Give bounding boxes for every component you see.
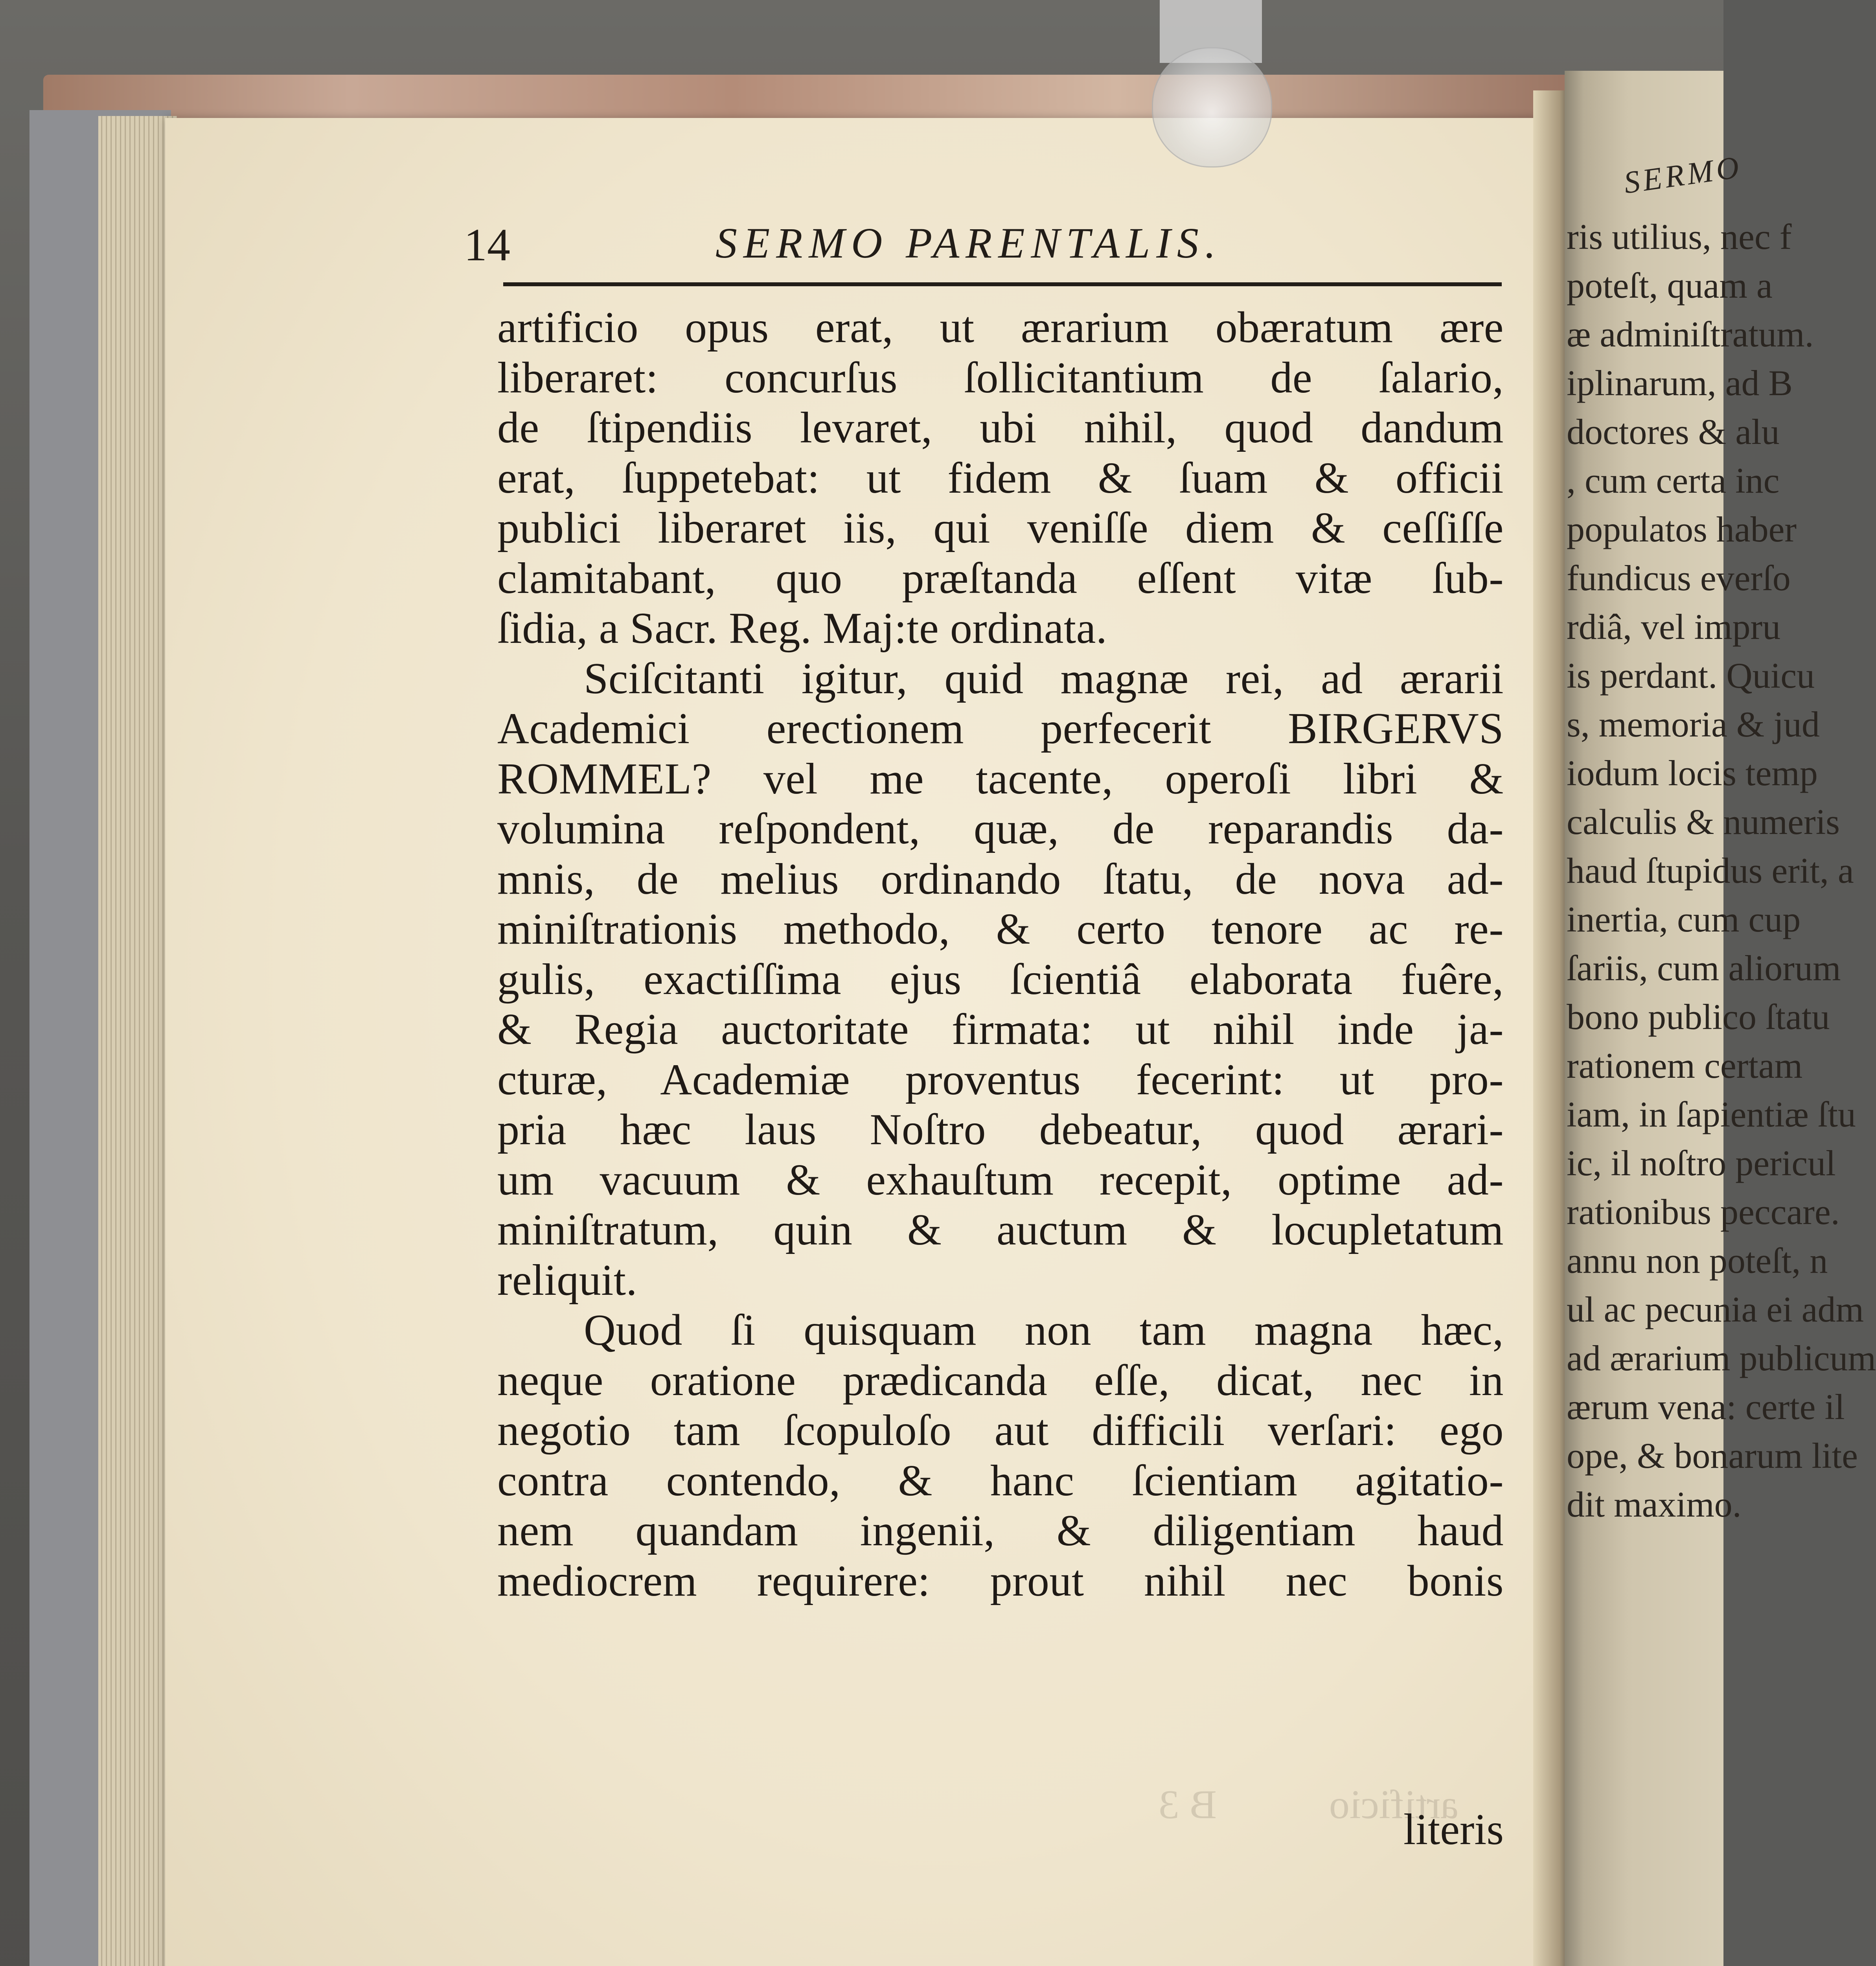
right-text-line: ærum vena: certe il — [1567, 1387, 1845, 1427]
right-running-title: SERMO — [1622, 149, 1744, 201]
show-through-text: artificio B 3 — [1159, 1782, 1458, 1827]
text-line: clamitabant, quo præſtanda eſſent vitæ ſub- — [497, 554, 1504, 603]
text-line: Quod ſi quisquam non tam magna hæc, — [584, 1306, 1504, 1355]
right-text-line: rationibus peccare. — [1567, 1192, 1840, 1232]
text-line: publici liberaret iis, qui veniſſe diem & ceſſiſſe — [497, 504, 1504, 552]
text-line: Sciſcitanti igitur, quid magnæ rei, ad ærarii — [584, 654, 1504, 703]
right-text-line: doctores & alu — [1567, 412, 1780, 452]
right-text-line: calculis & numeris — [1567, 802, 1840, 842]
right-text-line: iplinarum, ad B — [1567, 363, 1793, 403]
text-line: & Regia auctoritate firmata: ut nihil inde ja- — [497, 1005, 1504, 1054]
text-line: ROMMEL? vel me tacente, operoſi libri & — [497, 754, 1504, 803]
text-line: erat, ſuppetebat: ut fidem & ſuam & officii — [497, 453, 1504, 503]
right-text-line: fundicus everſo — [1567, 558, 1791, 598]
running-head — [464, 218, 1502, 269]
right-text-line: ad ærarium publicum — [1567, 1338, 1876, 1378]
text-line: cturæ, Academiæ proventus fecerint: ut pro- — [497, 1055, 1504, 1104]
text-line: mnis, de melius ordinando ſtatu, de nova ad- — [497, 854, 1504, 904]
right-text-line: ris utilius, nec f — [1567, 217, 1792, 257]
text-line: gulis, exactiſſima ejus ſcientiâ elaborata fuêre, — [497, 955, 1504, 1004]
right-text-line: rdiâ, vel impru — [1567, 607, 1781, 647]
right-text-line: is perdant. Quicu — [1567, 655, 1815, 696]
book-clip-icon — [1152, 47, 1272, 168]
text-line: artificio opus erat, ut ærarium obæratum ære — [497, 303, 1504, 352]
text-line: volumina reſpondent, quæ, de reparandis da- — [497, 804, 1504, 853]
right-text-line: bono publico ſtatu — [1567, 997, 1830, 1037]
text-line: negotio tam ſcopuloſo aut difficili verſari: ego — [497, 1406, 1504, 1455]
right-text-line: ic, il noſtro pericul — [1567, 1143, 1836, 1183]
text-line: mediocrem requirere: prout nihil nec bonis — [497, 1556, 1504, 1605]
right-text-line: s, memoria & jud — [1567, 704, 1820, 744]
right-text-line: inertia, cum cup — [1567, 899, 1801, 939]
running-title: SERMO PARENTALIS. — [715, 219, 1222, 267]
right-text-line: rationem certam — [1567, 1046, 1803, 1086]
right-text-line: iodum locis temp — [1567, 753, 1818, 793]
text-line: reliquit. — [497, 1255, 637, 1305]
text-line: de ſtipendiis levaret, ubi nihil, quod dandum — [497, 403, 1504, 452]
text-line: miniſtratum, quin & auctum & locupletatum — [497, 1206, 1504, 1254]
right-text-line: dit maximo. — [1567, 1484, 1742, 1524]
text-line: neque oratione prædicanda eſſe, dicat, nec in — [497, 1356, 1504, 1405]
right-text-line: ul ac pecunia ei adm — [1567, 1289, 1864, 1329]
right-text-line: populatos haber — [1567, 509, 1797, 549]
right-text-line: annu non poteſt, n — [1567, 1241, 1828, 1281]
right-text-line: ſariis, cum aliorum — [1567, 948, 1841, 988]
page-number: 14 — [464, 219, 510, 271]
right-text-line: iam, in ſapientiæ ſtu — [1567, 1094, 1856, 1134]
text-line: liberaret: concurſus ſollicitantium de ſalario, — [497, 353, 1504, 402]
right-page-text — [1567, 149, 1876, 1958]
text-line: nem quandam ingenii, & diligentiam haud — [497, 1506, 1504, 1555]
right-text-line: , cum certa inc — [1567, 460, 1780, 501]
right-text-line: haud ſtupidus erit, a — [1567, 850, 1854, 891]
text-line: um vacuum & exhauſtum recepit, optime ad- — [497, 1155, 1504, 1204]
right-text-line: poteſt, quam a — [1567, 265, 1773, 306]
text-line: Academici erectionem perfecerit BIRGERVS — [497, 704, 1504, 753]
text-line: miniſtrationis methodo, & certo tenore ac re- — [497, 905, 1504, 954]
text-line: pria hæc laus Noſtro debeatur, quod ærari- — [497, 1105, 1504, 1154]
right-text-line: ope, & bonarum lite — [1567, 1436, 1858, 1476]
right-text-line: æ adminiſtratum. — [1567, 314, 1814, 354]
catchword: literis — [1403, 1805, 1504, 1854]
body-text — [497, 303, 1504, 1606]
header-rule — [503, 282, 1502, 286]
text-line: contra contendo, & hanc ſcientiam agitatio- — [497, 1456, 1504, 1505]
text-line: ſidia, a Sacr. Reg. Maj:te ordinata. — [497, 604, 1107, 653]
